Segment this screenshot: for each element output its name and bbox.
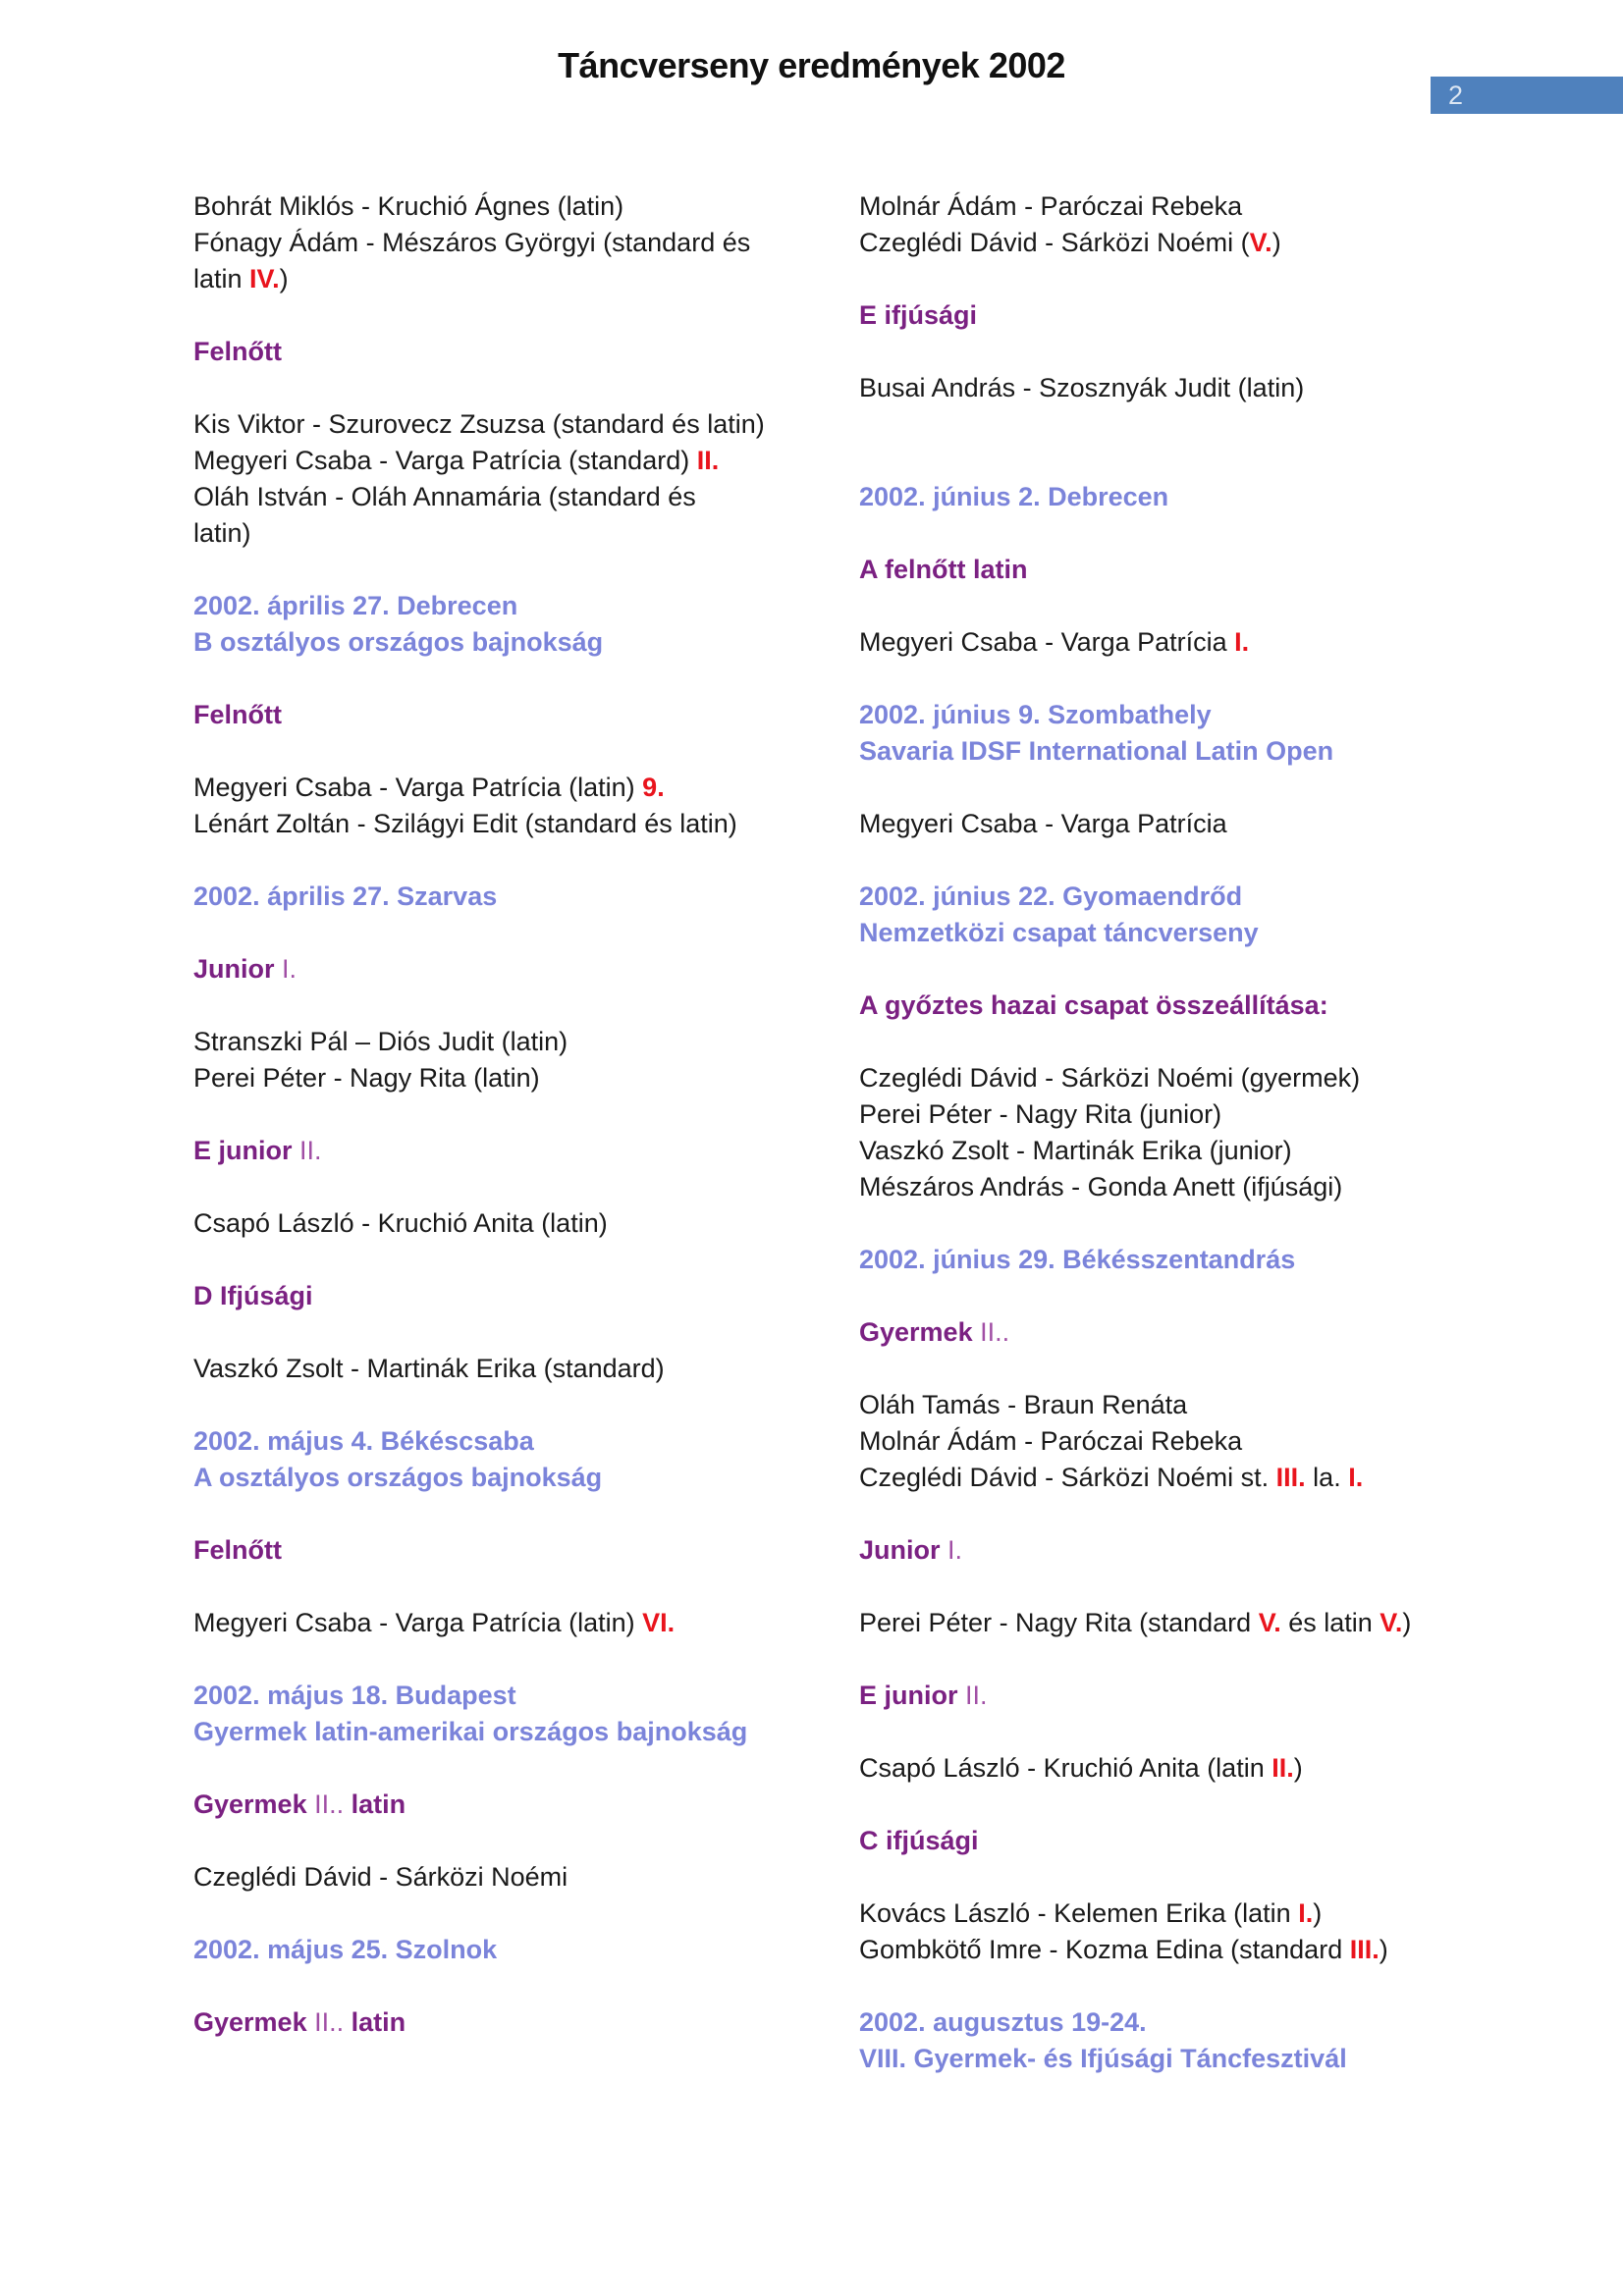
text-segment: 2002. április 27. Debrecen xyxy=(193,591,518,620)
names-block xyxy=(859,1060,1488,1205)
text-line xyxy=(859,806,1488,842)
text-segment: VIII. Gyermek- és Ifjúsági Táncfesztivál xyxy=(859,2044,1347,2073)
text-line xyxy=(859,697,1488,733)
text-segment: II.. xyxy=(314,2007,352,2037)
category-block xyxy=(859,552,1488,588)
text-segment: II.. xyxy=(980,1317,1010,1347)
column-left xyxy=(193,188,841,2077)
text-segment: 2002. augusztus 19-24. xyxy=(859,2007,1147,2037)
text-segment: E junior xyxy=(859,1681,965,1710)
result-rank: I. xyxy=(1298,1898,1314,1928)
names-block xyxy=(193,1205,841,1242)
names-block xyxy=(859,1896,1488,1968)
text-line xyxy=(193,1205,841,1242)
date-block xyxy=(193,1423,841,1496)
text-line xyxy=(859,1896,1488,1932)
text-line xyxy=(859,1133,1488,1169)
text-segment: A osztályos országos bajnokság xyxy=(193,1463,603,1492)
text-segment: Kis Viktor - Szurovecz Zsuzsa (standard és latin) xyxy=(193,409,765,439)
text-line xyxy=(193,770,841,806)
text-line xyxy=(859,2004,1488,2041)
category-block xyxy=(193,334,841,370)
category-block xyxy=(193,697,841,733)
text-line xyxy=(859,1678,1488,1714)
result-rank: V. xyxy=(1380,1608,1403,1637)
text-segment: Kovács László - Kelemen Erika (latin xyxy=(859,1898,1299,1928)
text-segment: ) xyxy=(1313,1898,1323,1928)
text-segment: D Ifjúsági xyxy=(193,1281,313,1310)
text-segment: I. xyxy=(947,1535,963,1565)
names-block xyxy=(859,1750,1488,1787)
text-line xyxy=(193,1024,841,1060)
names-block xyxy=(859,370,1488,406)
names-block xyxy=(859,624,1488,661)
text-segment: latin xyxy=(351,1789,406,1819)
text-line xyxy=(859,225,1488,261)
result-rank: I. xyxy=(1348,1463,1364,1492)
category-block xyxy=(193,2004,841,2041)
text-line xyxy=(193,951,841,988)
text-line xyxy=(193,588,841,624)
text-line xyxy=(859,370,1488,406)
text-line xyxy=(193,1787,841,1823)
page-number: 2 xyxy=(1448,80,1464,110)
text-segment: Lénárt Zoltán - Szilágyi Edit (standard és latin) xyxy=(193,809,737,838)
text-segment: la. xyxy=(1305,1463,1349,1492)
text-line xyxy=(193,879,841,915)
text-segment: Gyermek xyxy=(193,1789,315,1819)
result-rank: II. xyxy=(1271,1753,1294,1783)
text-line xyxy=(859,188,1488,225)
text-line xyxy=(859,1932,1488,1968)
text-segment: Oláh István - Oláh Annamária (standard és xyxy=(193,482,696,511)
text-segment: A felnőtt latin xyxy=(859,555,1028,584)
text-segment: Czeglédi Dávid - Sárközi Noémi st. xyxy=(859,1463,1276,1492)
category-block xyxy=(193,1133,841,1169)
text-line xyxy=(859,552,1488,588)
text-line xyxy=(193,515,841,552)
text-segment: Junior xyxy=(859,1535,948,1565)
text-segment: Vaszkó Zsolt - Martinák Erika (junior) xyxy=(859,1136,1292,1165)
text-line xyxy=(193,479,841,515)
text-segment: Csapó László - Kruchió Anita (latin xyxy=(859,1753,1272,1783)
text-segment: Czeglédi Dávid - Sárközi Noémi (gyermek) xyxy=(859,1063,1361,1093)
text-segment: ) xyxy=(1293,1753,1303,1783)
text-segment: Felnőtt xyxy=(193,700,282,729)
text-line xyxy=(859,1605,1488,1641)
text-segment: Savaria IDSF International Latin Open xyxy=(859,736,1334,766)
names-block xyxy=(859,806,1488,842)
text-line xyxy=(193,225,841,261)
text-line xyxy=(859,1169,1488,1205)
text-segment: Czeglédi Dávid - Sárközi Noémi ( xyxy=(859,228,1250,257)
names-block xyxy=(193,770,841,842)
result-rank: VI. xyxy=(642,1608,676,1637)
result-rank: III. xyxy=(1275,1463,1306,1492)
text-segment: II. xyxy=(965,1681,988,1710)
text-line xyxy=(859,915,1488,951)
date-block xyxy=(193,879,841,915)
text-segment: II. xyxy=(299,1136,322,1165)
text-segment: Perei Péter - Nagy Rita (latin) xyxy=(193,1063,540,1093)
text-segment: C ifjúsági xyxy=(859,1826,979,1855)
names-block xyxy=(859,1387,1488,1496)
text-segment: ) xyxy=(1402,1608,1412,1637)
text-line xyxy=(193,1859,841,1896)
text-segment: Megyeri Csaba - Varga Patrícia (latin) xyxy=(193,773,643,802)
text-segment: Felnőtt xyxy=(193,1535,282,1565)
text-line xyxy=(193,1278,841,1314)
page-number-badge xyxy=(1431,77,1623,114)
text-line xyxy=(193,261,841,297)
text-line xyxy=(193,1605,841,1641)
category-block xyxy=(859,297,1488,334)
text-line xyxy=(193,334,841,370)
text-segment: Busai András - Szosznyák Judit (latin) xyxy=(859,373,1305,402)
category-block xyxy=(859,1823,1488,1859)
page-title: Táncverseny eredmények 2002 xyxy=(558,45,1065,85)
text-segment: A győztes hazai csapat összeállítása: xyxy=(859,990,1328,1020)
result-rank: V. xyxy=(1258,1608,1281,1637)
text-segment: latin xyxy=(193,264,250,294)
category-block xyxy=(859,1314,1488,1351)
text-line xyxy=(193,1351,841,1387)
text-segment: Megyeri Csaba - Varga Patrícia xyxy=(859,627,1235,657)
text-line xyxy=(859,297,1488,334)
names-block xyxy=(193,1024,841,1096)
text-line xyxy=(859,1823,1488,1859)
text-segment: latin xyxy=(351,2007,406,2037)
text-segment: I. xyxy=(282,954,298,984)
text-line xyxy=(859,1460,1488,1496)
text-segment: B osztályos országos bajnokság xyxy=(193,627,604,657)
text-segment: Bohrát Miklós - Kruchió Ágnes (latin) xyxy=(193,191,624,221)
text-line xyxy=(859,733,1488,770)
result-rank: V. xyxy=(1249,228,1272,257)
category-block xyxy=(859,1532,1488,1569)
text-line xyxy=(193,1932,841,1968)
text-segment: Nemzetközi csapat táncverseny xyxy=(859,918,1259,947)
text-line xyxy=(193,2004,841,2041)
text-segment: Gyermek xyxy=(193,2007,315,2037)
result-rank: IV. xyxy=(249,264,280,294)
text-segment: 2002. június 9. Szombathely xyxy=(859,700,1212,729)
text-line xyxy=(193,188,841,225)
text-line xyxy=(859,1423,1488,1460)
text-segment: Oláh Tamás - Braun Renáta xyxy=(859,1390,1188,1419)
text-line xyxy=(859,624,1488,661)
text-segment: Gyermek xyxy=(859,1317,981,1347)
text-segment: Fónagy Ádám - Mészáros Györgyi (standard és xyxy=(193,228,751,257)
text-segment: Mészáros András - Gonda Anett (ifjúsági) xyxy=(859,1172,1343,1201)
text-line xyxy=(193,1133,841,1169)
text-segment: Molnár Ádám - Paróczai Rebeka xyxy=(859,1426,1243,1456)
text-segment: ) xyxy=(279,264,289,294)
category-block xyxy=(859,988,1488,1024)
text-segment: Csapó László - Kruchió Anita (latin) xyxy=(193,1208,608,1238)
text-segment: Gyermek latin-amerikai országos bajnokság xyxy=(193,1717,748,1746)
text-segment: Vaszkó Zsolt - Martinák Erika (standard) xyxy=(193,1354,665,1383)
text-segment: ) xyxy=(1271,228,1281,257)
text-line xyxy=(193,1532,841,1569)
text-line xyxy=(859,479,1488,515)
text-line xyxy=(193,443,841,479)
text-line xyxy=(193,1678,841,1714)
category-block xyxy=(193,1532,841,1569)
names-block xyxy=(193,1351,841,1387)
date-block xyxy=(859,879,1488,951)
names-block xyxy=(193,406,841,552)
text-segment: Czeglédi Dávid - Sárközi Noémi xyxy=(193,1862,568,1892)
text-segment: latin) xyxy=(193,518,251,548)
text-segment: E junior xyxy=(193,1136,299,1165)
text-segment: E ifjúsági xyxy=(859,300,978,330)
date-block xyxy=(859,2004,1488,2077)
text-line xyxy=(193,1460,841,1496)
category-block xyxy=(193,1787,841,1823)
names-block xyxy=(193,188,841,297)
text-line xyxy=(859,1387,1488,1423)
text-segment: ) xyxy=(1379,1935,1388,1964)
text-segment: 2002. május 4. Békéscsaba xyxy=(193,1426,534,1456)
text-segment: 2002. június 2. Debrecen xyxy=(859,482,1169,511)
text-line xyxy=(859,988,1488,1024)
text-line xyxy=(859,2041,1488,2077)
result-rank: II. xyxy=(696,446,720,475)
names-block xyxy=(859,188,1488,261)
text-line xyxy=(193,1060,841,1096)
names-block xyxy=(859,1605,1488,1641)
text-segment: 2002. május 25. Szolnok xyxy=(193,1935,498,1964)
text-segment: 2002. június 29. Békésszentandrás xyxy=(859,1245,1296,1274)
column-gap xyxy=(859,443,1488,479)
text-line xyxy=(859,1314,1488,1351)
text-segment: 2002. május 18. Budapest xyxy=(193,1681,516,1710)
text-segment: II.. xyxy=(314,1789,352,1819)
date-block xyxy=(859,1242,1488,1278)
text-line xyxy=(859,1532,1488,1569)
category-block xyxy=(193,951,841,988)
date-block xyxy=(193,588,841,661)
text-line xyxy=(859,1060,1488,1096)
text-line xyxy=(193,697,841,733)
date-block xyxy=(859,479,1488,515)
text-segment: Perei Péter - Nagy Rita (standard xyxy=(859,1608,1259,1637)
text-segment: Perei Péter - Nagy Rita (junior) xyxy=(859,1099,1222,1129)
text-line xyxy=(859,1096,1488,1133)
result-rank: III. xyxy=(1349,1935,1380,1964)
text-segment: 2002. április 27. Szarvas xyxy=(193,881,498,911)
text-line xyxy=(193,624,841,661)
text-segment: Megyeri Csaba - Varga Patrícia (standard) xyxy=(193,446,697,475)
text-segment: Molnár Ádám - Paróczai Rebeka xyxy=(859,191,1243,221)
text-segment: Megyeri Csaba - Varga Patrícia (latin) xyxy=(193,1608,643,1637)
text-line xyxy=(193,806,841,842)
date-block xyxy=(193,1932,841,1968)
category-block xyxy=(193,1278,841,1314)
names-block xyxy=(193,1859,841,1896)
text-line xyxy=(859,1242,1488,1278)
text-segment: és latin xyxy=(1280,1608,1380,1637)
text-segment: Gombkötő Imre - Kozma Edina (standard xyxy=(859,1935,1350,1964)
result-rank: I. xyxy=(1234,627,1250,657)
text-segment: Megyeri Csaba - Varga Patrícia xyxy=(859,809,1227,838)
text-line xyxy=(859,1750,1488,1787)
names-block xyxy=(193,1605,841,1641)
column-right xyxy=(859,188,1488,2113)
text-line xyxy=(193,1714,841,1750)
text-segment: Junior xyxy=(193,954,283,984)
date-block xyxy=(193,1678,841,1750)
text-line xyxy=(193,406,841,443)
category-block xyxy=(859,1678,1488,1714)
result-rank: 9. xyxy=(642,773,665,802)
text-segment: 2002. június 22. Gyomaendrőd xyxy=(859,881,1243,911)
text-segment: Stranszki Pál – Diós Judit (latin) xyxy=(193,1027,568,1056)
date-block xyxy=(859,697,1488,770)
text-segment: Felnőtt xyxy=(193,337,282,366)
text-line xyxy=(859,879,1488,915)
text-line xyxy=(193,1423,841,1460)
